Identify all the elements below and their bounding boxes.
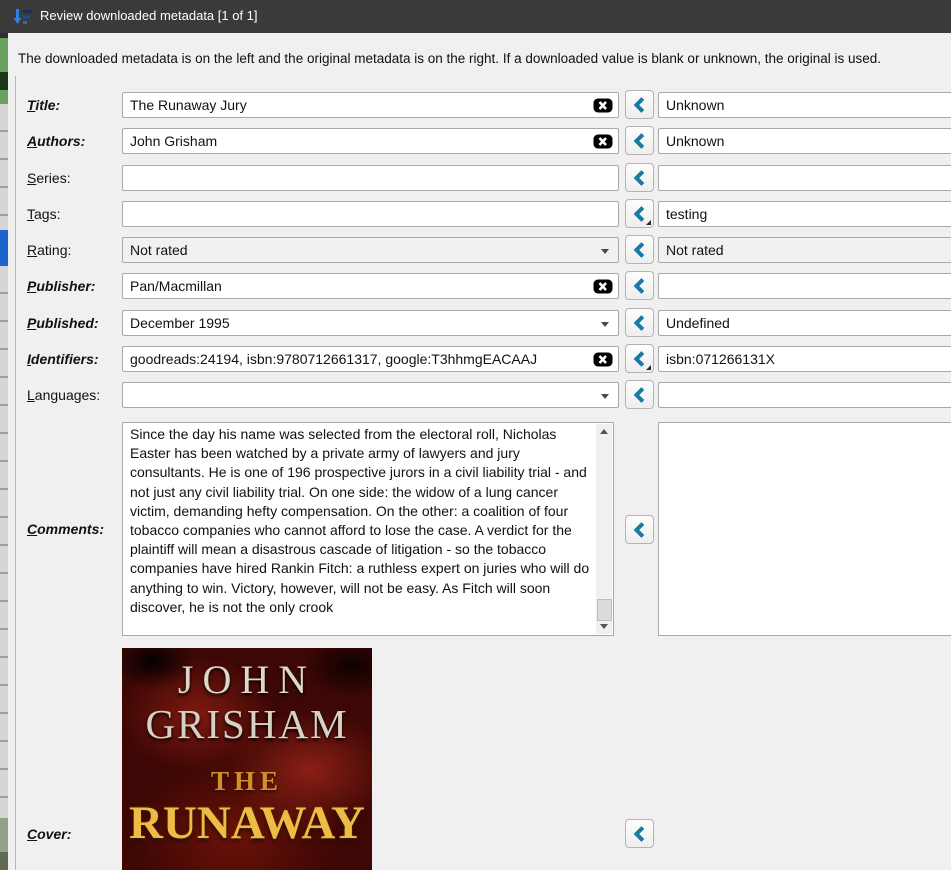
identifiers-value: goodreads:24194, isbn:9780712661317, google:T3hhmgEACAAJ — [130, 351, 538, 367]
series-label: Series: — [27, 170, 71, 186]
publisher-input-downloaded[interactable] — [122, 273, 619, 299]
background-window-sliver — [0, 818, 8, 852]
clear-icon[interactable] — [593, 352, 613, 367]
series-input-original[interactable] — [658, 165, 951, 191]
title-label: Title: — [27, 97, 61, 113]
tags-revert-button[interactable] — [625, 199, 654, 228]
publisher-value: Pan/Macmillan — [130, 278, 222, 294]
form-frame-border — [15, 76, 16, 870]
background-window-sliver — [0, 104, 8, 230]
published-date-original[interactable] — [658, 310, 951, 336]
authors-original-value: Unknown — [666, 133, 725, 149]
background-window-sliver — [0, 230, 8, 266]
authors-input-downloaded[interactable] — [122, 128, 619, 154]
cover-label: Cover: — [27, 826, 72, 842]
publisher-revert-button[interactable] — [625, 271, 654, 300]
languages-combobox-downloaded[interactable] — [122, 382, 619, 408]
background-window-sliver — [0, 38, 8, 72]
languages-label: Languages: — [27, 387, 101, 403]
tags-original-value: testing — [666, 206, 708, 222]
clear-icon[interactable] — [593, 98, 613, 113]
cover-text-runaway: RUNAWAY — [129, 797, 365, 849]
download-metadata-icon — [13, 7, 33, 27]
tags-input-downloaded[interactable] — [122, 201, 619, 227]
publisher-input-original[interactable] — [658, 273, 951, 299]
rating-combobox-original[interactable] — [658, 237, 951, 263]
published-value: December 1995 — [130, 315, 230, 331]
identifiers-original-value: isbn:071266131X — [666, 351, 775, 367]
identifiers-revert-button[interactable] — [625, 344, 654, 373]
dropdown-arrow-icon — [601, 394, 609, 399]
title-value: The Runaway Jury — [130, 97, 247, 113]
authors-revert-button[interactable] — [625, 126, 654, 155]
tags-label: Tags: — [27, 206, 61, 222]
cover-text-author-last: GRISHAM — [145, 701, 349, 747]
left-chevron-icon — [630, 168, 650, 188]
dialog-instructions: The downloaded metadata is on the left and the original metadata is on the right. If a downloaded value is blank or unknown, the original is used. — [18, 51, 882, 66]
published-date-downloaded[interactable] — [122, 310, 619, 336]
clear-icon[interactable] — [593, 134, 613, 149]
title-input-original[interactable] — [658, 92, 951, 118]
rating-combobox-downloaded[interactable] — [122, 237, 619, 263]
dropdown-arrow-icon — [601, 322, 609, 327]
rating-value: Not rated — [130, 242, 188, 258]
identifiers-input-original[interactable] — [658, 346, 951, 372]
left-chevron-icon — [630, 95, 650, 115]
cover-text-author-first: JOHN — [177, 657, 317, 702]
authors-input-original[interactable] — [658, 128, 951, 154]
comments-editor-original[interactable] — [658, 422, 951, 636]
cover-text-the: THE — [210, 766, 284, 796]
dropdown-arrow-icon — [601, 249, 609, 254]
left-chevron-icon — [630, 131, 650, 151]
languages-revert-button[interactable] — [625, 380, 654, 409]
clear-icon[interactable] — [593, 279, 613, 294]
background-window-sliver — [0, 266, 8, 818]
comments-original-text — [659, 423, 940, 635]
published-revert-button[interactable] — [625, 308, 654, 337]
left-chevron-icon — [630, 385, 650, 405]
cover-revert-button[interactable] — [625, 819, 654, 848]
left-chevron-icon — [630, 313, 650, 333]
published-original-value: Undefined — [666, 315, 730, 331]
title-original-value: Unknown — [666, 97, 725, 113]
scroll-down-icon[interactable] — [596, 619, 612, 634]
scrollbar-thumb[interactable] — [597, 599, 612, 621]
series-revert-button[interactable] — [625, 163, 654, 192]
cover-image — [122, 648, 372, 870]
comments-revert-button[interactable] — [625, 515, 654, 544]
left-chevron-icon — [630, 824, 650, 844]
comments-editor-downloaded[interactable] — [122, 422, 614, 636]
window-title: Review downloaded metadata [1 of 1] — [40, 8, 258, 23]
menu-indicator-icon — [646, 365, 651, 370]
rating-revert-button[interactable] — [625, 235, 654, 264]
scroll-up-icon[interactable] — [596, 424, 612, 439]
languages-combobox-original[interactable] — [658, 382, 951, 408]
left-chevron-icon — [630, 240, 650, 260]
publisher-label: Publisher: — [27, 278, 96, 294]
authors-value: John Grisham — [130, 133, 218, 149]
menu-indicator-icon — [646, 220, 651, 225]
background-window-sliver — [0, 72, 8, 90]
rating-original-value: Not rated — [666, 242, 724, 258]
background-window-sliver — [0, 90, 8, 104]
comments-label: Comments: — [27, 521, 105, 537]
window-titlebar[interactable] — [0, 0, 951, 33]
left-chevron-icon — [630, 520, 650, 540]
tags-input-original[interactable] — [658, 201, 951, 227]
identifiers-input-downloaded[interactable] — [122, 346, 619, 372]
background-window-sliver — [0, 852, 8, 870]
rating-label: Rating: — [27, 242, 72, 258]
title-revert-button[interactable] — [625, 90, 654, 119]
published-label: Published: — [27, 315, 99, 331]
comments-text: Since the day his name was selected from the electoral roll, Nicholas Easter has been watched by a private army of lawyers and jury consultants. He is one of 196 prospective jurors in a civil liability trial - and not just any civil liability trial. On one side: the widow of a lung cancer victim, demanding hefty compensation. On the other: a coalition of four tobacco companies who cannot afford to lose the case. A verdict for the plaintiff will mean a disastrous cascade of litigation - so the tobacco companies have hired Rankin Fitch: a ruthless expert on juries who will do anything to win. Victory, however, will not be easy. As Fitch will soon discover, he is not the only crook — [130, 426, 590, 615]
title-input-downloaded[interactable] — [122, 92, 619, 118]
authors-label: Authors: — [27, 133, 86, 149]
comments-scrollbar[interactable] — [596, 424, 612, 634]
left-chevron-icon — [630, 276, 650, 296]
identifiers-label: Identifiers: — [27, 351, 99, 367]
series-input-downloaded[interactable] — [122, 165, 619, 191]
